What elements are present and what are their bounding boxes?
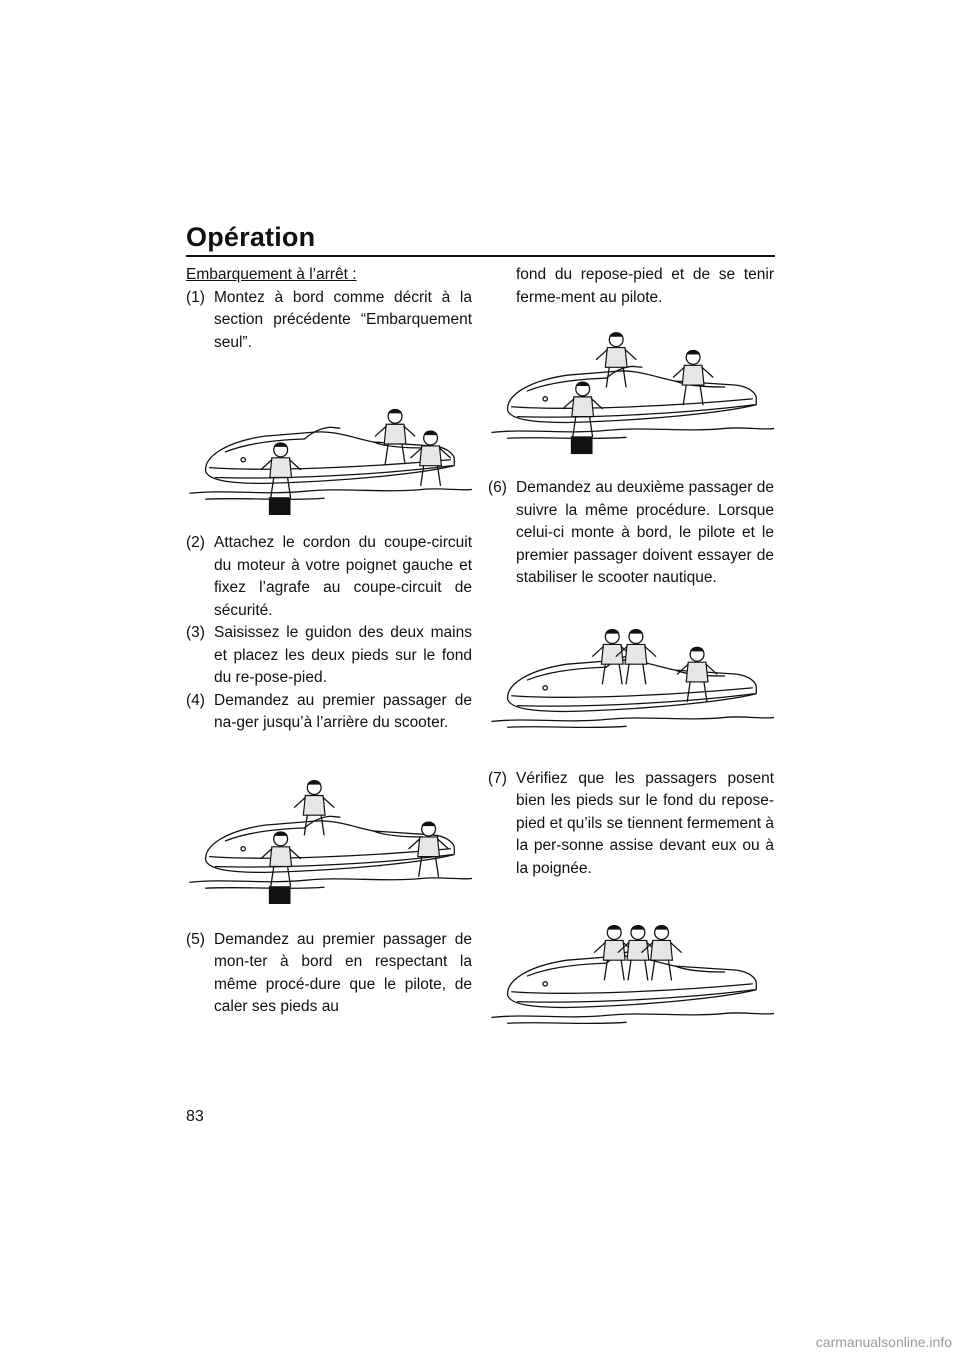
step-text: Demandez au premier passager de na-ger jusqu’à l’arrière du scooter. [214,691,472,731]
step-text: Montez à bord comme décrit à la section précédente “Embarquement seul”. [214,288,472,351]
step-2 [186,532,472,622]
illustration-three-riders-seated [488,898,774,1048]
step-5-continued: fond du repose-pied et de se tenir ferme-ment au pilote. [516,266,774,306]
step-text: Demandez au deuxième passager de suivre la même procédure. Lorsque celui-ci monte à bord, le pilote et le premier passager doivent essayer de stabiliser le scooter nautique. [516,479,774,586]
step-1 [186,287,472,355]
step-4 [186,690,472,735]
step-7 [488,768,774,881]
sub-heading: Embarquement à l’arrêt : [186,266,357,283]
step-number: (3) [186,624,205,641]
title-rule [186,255,775,257]
step-number: (6) [488,479,507,496]
illustration-rider-boarding [186,362,472,522]
illustration-first-passenger-boarding [488,313,774,463]
step-text: Demandez au premier passager de mon-ter à bord en respectant la même procé-dure que le pilote, de caler ses pieds au [214,930,472,1015]
page-title: Opération [186,222,316,252]
step-number: (4) [186,691,205,709]
step-6 [488,477,774,590]
step-number: (7) [488,769,507,787]
left-column [186,264,472,1019]
step-number: (2) [186,534,205,551]
step-text: Saisissez le guidon des deux mains et placez les deux pieds sur le fond du re-pose-pied. [214,624,472,686]
watermark: carmanualsonline.info [815,1334,952,1350]
step-text: Attachez le cordon du coupe-circuit du moteur à votre poignet gauche et fixez l’agrafe au coupe-circuit de sécurité. [214,534,472,619]
step-5 [186,929,472,1019]
step-3 [186,622,472,690]
right-column [488,264,774,1048]
illustration-passenger-swimming [186,751,472,911]
step-text: Vérifiez que les passagers posent bien les pieds sur le fond du repose-pied et qu’ils se tiennent fermement à la per-sonne assise devant eux ou à la poignée. [516,769,774,877]
step-number: (1) [186,288,205,306]
illustration-second-passenger-boarding [488,602,774,752]
page-number: 83 [186,1108,204,1125]
step-number: (5) [186,930,205,948]
